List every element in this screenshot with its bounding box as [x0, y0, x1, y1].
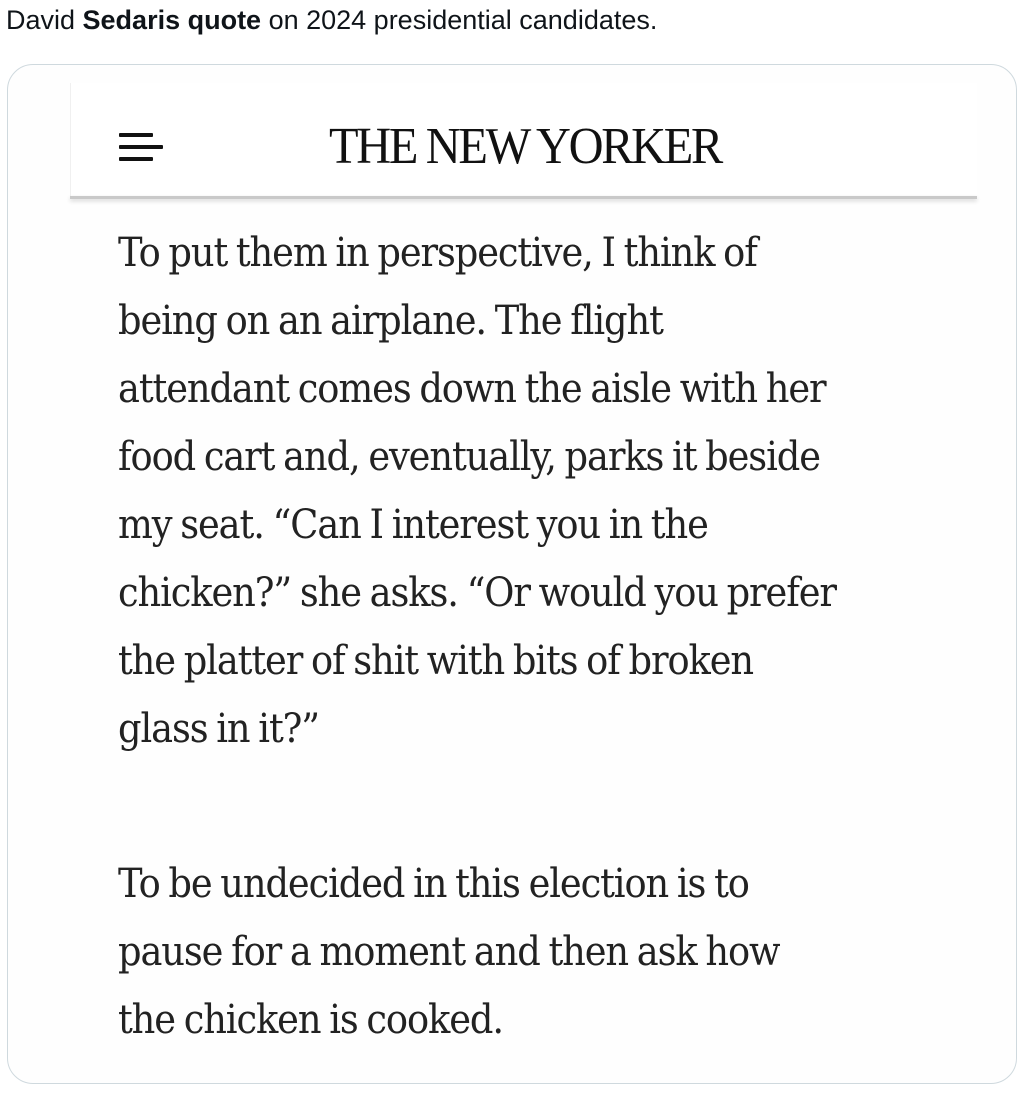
paragraph-1-line: attendant comes down the aisle with her: [118, 366, 826, 412]
paragraph-1-line: food cart and, eventually, parks it beside: [118, 434, 820, 480]
publication-masthead: THE NEW YORKER: [329, 118, 721, 175]
tweet-text-bold: Sedaris quote: [82, 5, 262, 35]
header-divider: [70, 196, 977, 199]
paragraph-gap: [118, 763, 898, 850]
tweet-media-image[interactable]: [7, 64, 1017, 1084]
paragraph-1-line: my seat. “Can I interest you in the: [118, 502, 708, 548]
tweet-text-end: on 2024 presidential candidates.: [261, 5, 658, 35]
new-yorker-header: [70, 83, 977, 199]
paragraph-2-line: the chicken is cooked.: [118, 997, 503, 1043]
paragraph-1-line: To put them in perspective, I think of: [118, 230, 757, 276]
paragraph-1-line: being on an airplane. The flight: [118, 298, 663, 344]
article-quote: [118, 219, 898, 1054]
hamburger-menu-icon: [119, 133, 163, 163]
paragraph-2-line: pause for a moment and then ask how: [118, 929, 780, 975]
paragraph-2-line: To be undecided in this election is to: [118, 861, 749, 907]
paragraph-1-line: the platter of shit with bits of broken: [118, 638, 753, 684]
tweet-text: [6, 2, 657, 38]
tweet-text-start: David: [6, 5, 83, 35]
paragraph-1-line: glass in it?”: [118, 706, 319, 752]
paragraph-1-line: chicken?” she asks. “Or would you prefer: [118, 570, 836, 616]
